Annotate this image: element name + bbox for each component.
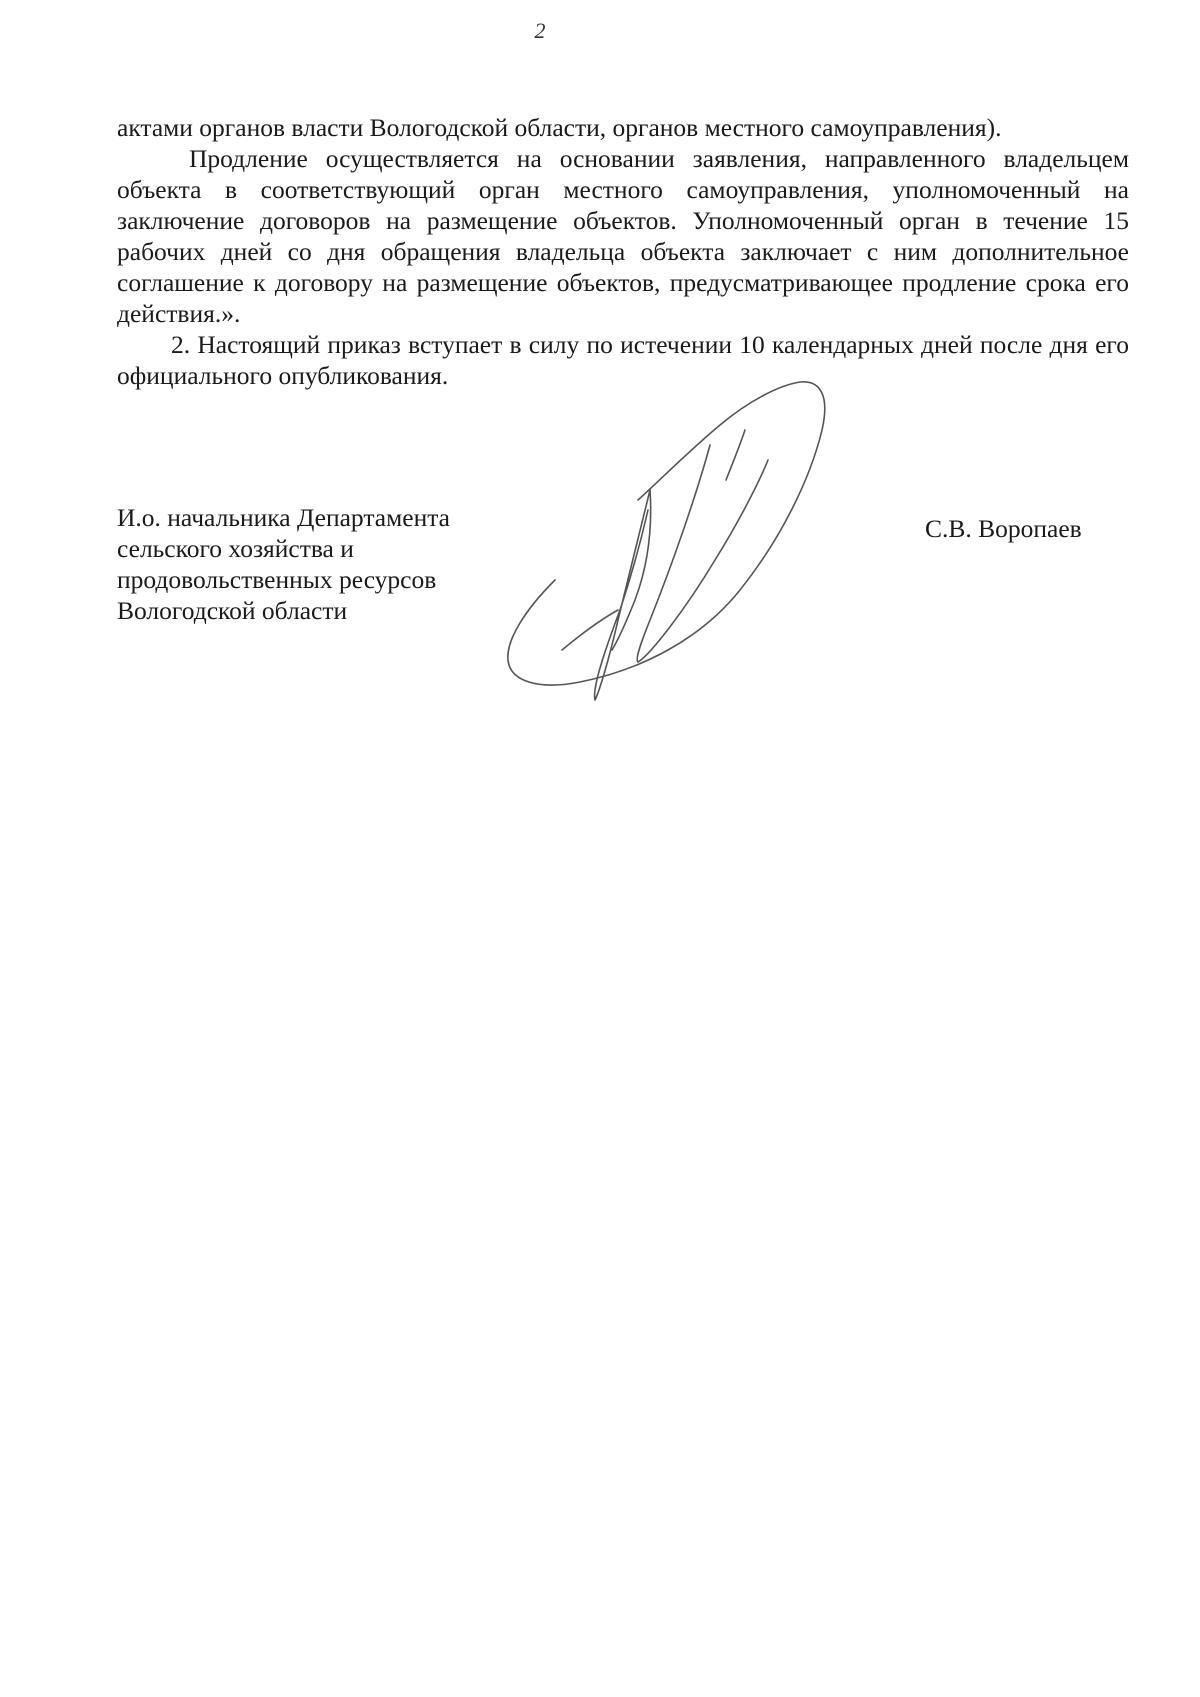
paragraph-extension: Продление осуществляется на основании заявления, направленного владельцем объекта в соответствующий орган местного самоуправления, уполномоченный на заключение договоров на размещение объектов. Уполномоченный орган в течение 15 рабочих дней со дня обращения владельца объекта заключает с ним дополнительное соглашение к договору на размещение объектов, предусматривающее продление срока его действия.». <box>117 144 1129 328</box>
paragraph-continuation: актами органов власти Вологодской области, органов местного самоуправления). <box>117 113 1002 142</box>
document-body <box>117 112 1129 391</box>
signer-position-line: Вологодской области <box>117 596 348 625</box>
signer-position <box>117 502 537 626</box>
paragraph-effective-date: 2. Настоящий приказ вступает в силу по истечении 10 календарных дней после дня его официального опубликования. <box>117 330 1129 390</box>
signer-position-line: сельского хозяйства и <box>117 534 354 563</box>
page-number: 2 <box>534 18 546 43</box>
signer-name: С.В. Воропаев <box>925 514 1082 543</box>
signer-position-line: продовольственных ресурсов <box>117 565 437 594</box>
signer-position-line: И.о. начальника Департамента <box>117 503 450 532</box>
handwritten-signature <box>500 370 870 730</box>
